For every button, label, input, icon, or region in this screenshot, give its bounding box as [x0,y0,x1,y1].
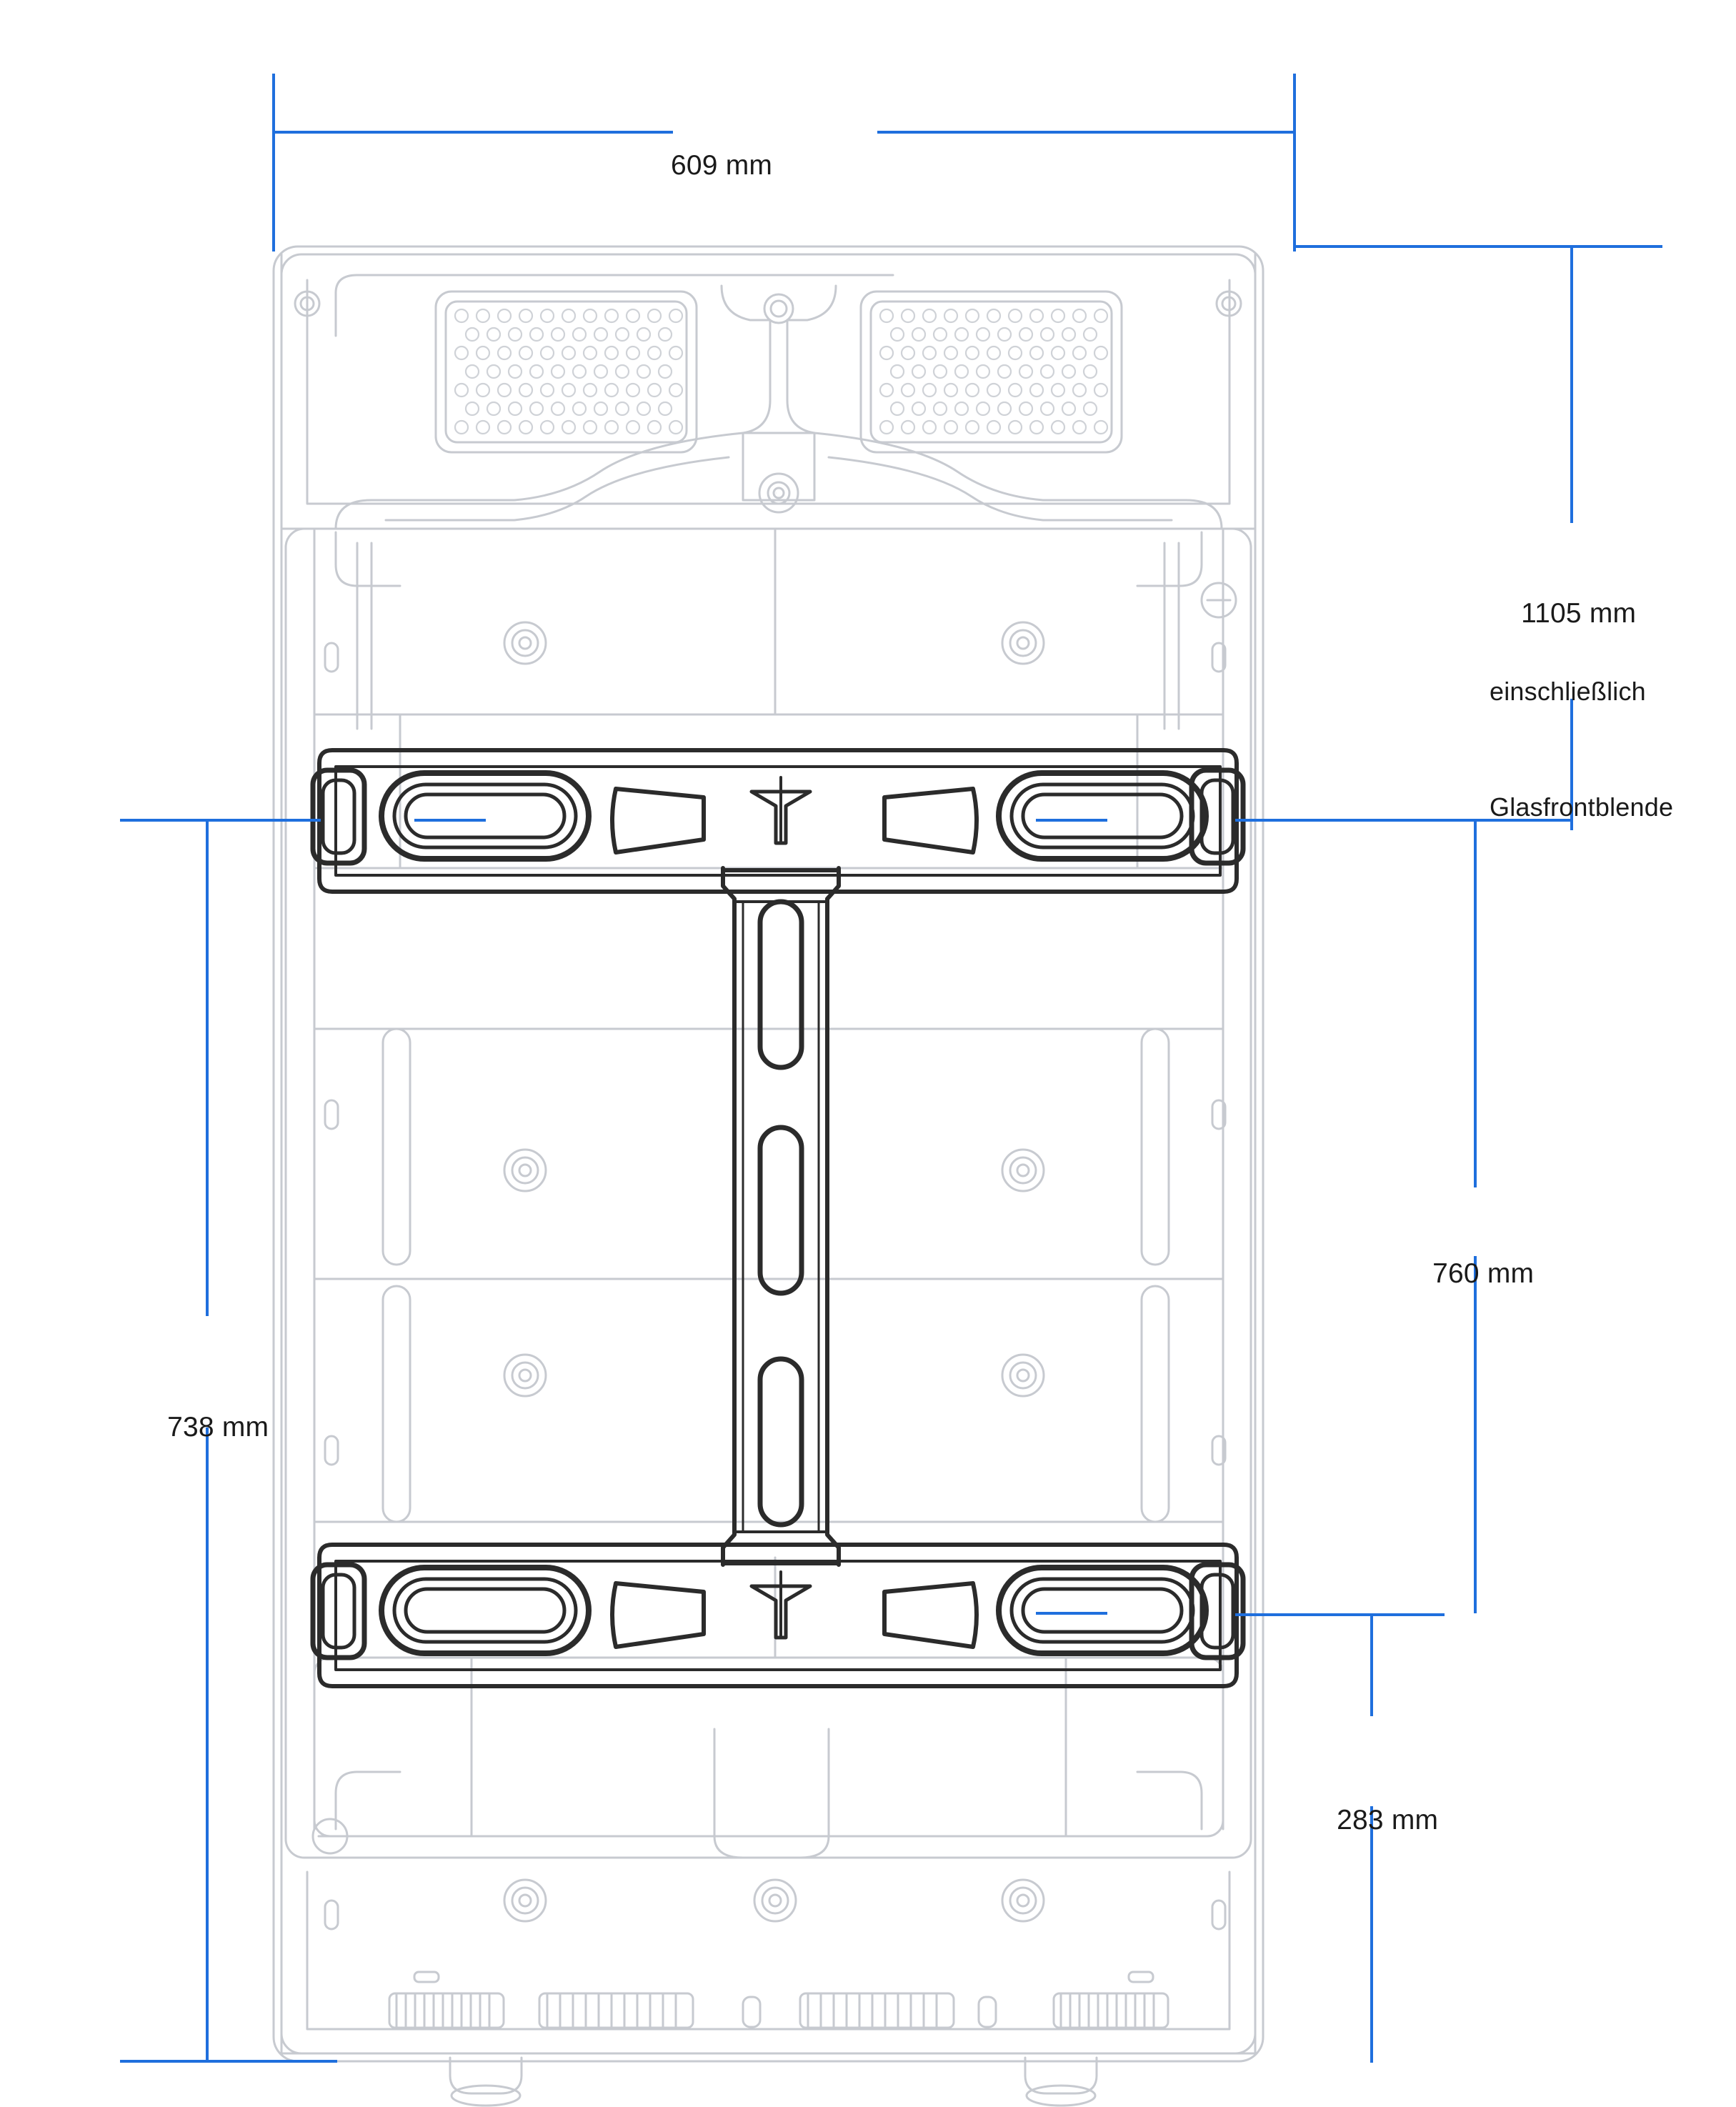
dimension-value-760: 760 mm [1432,1258,1535,1289]
dimension-note-glasfrontblende: Glasfrontblende [1490,792,1674,822]
dimension-label-height-lower-offset [1305,1765,1438,1876]
dimension-value-738: 738 mm [167,1412,269,1443]
dimension-value-1105: 1105 mm [1521,598,1637,629]
dimension-label-mount-spacing-vertical [1401,1218,1534,1330]
dimension-value-609: 609 mm [671,150,773,181]
dimension-label-height-total [1490,554,1673,905]
dimension-label-width-total [639,110,772,221]
dimension-value-283: 283 mm [1337,1805,1439,1835]
dimension-note-einschliesslich: einschließlich [1490,677,1646,706]
dimension-label-height-to-lower-bracket [136,1372,269,1483]
